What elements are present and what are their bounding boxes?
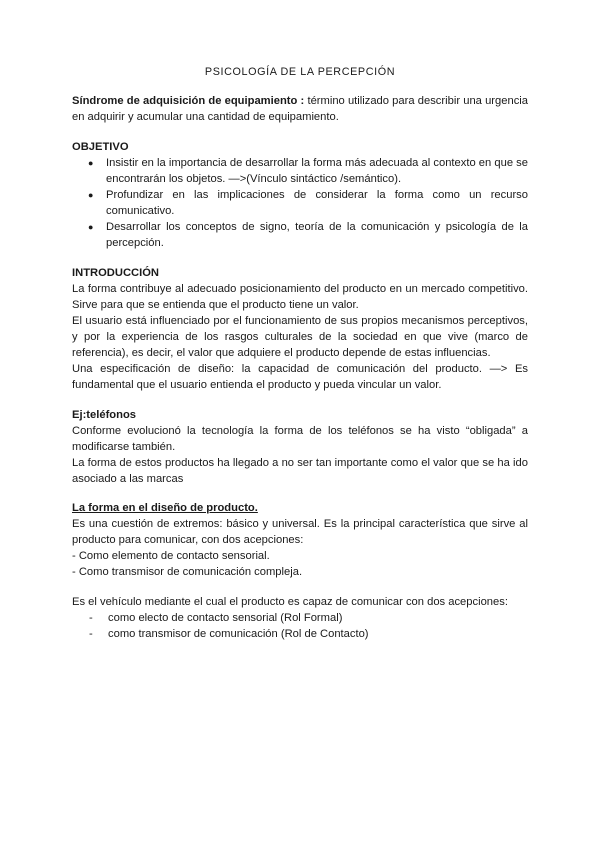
dash-marker: - [89,628,93,640]
introduccion-heading: INTRODUCCIÓN [72,267,160,279]
list-item-text: como electo de contacto sensorial (Rol Formal) [108,612,343,624]
objetivo-list [72,155,528,251]
page-title: PSICOLOGÍA DE LA PERCEPCIÓN [204,66,396,78]
definition-term: Síndrome de adquisición de equipamiento : [72,95,305,107]
list-item [72,187,528,219]
introduccion-paragraph: Una especificación de diseño: la capacidad de comunicación del producto. —> Es fundamental que el usuario entienda el producto y pueda vincular un valor. [72,363,528,391]
list-item-text: como transmisor de comunicación (Rol de Contacto) [108,628,369,640]
bullet-icon: ● [88,190,94,200]
introduccion-paragraph: La forma contribuye al adecuado posicionamiento del producto en un mercado competitivo. Sirve para que se entienda que el producto tiene un valor. [72,283,528,311]
dash-marker: - [89,612,93,624]
introduccion-paragraph: El usuario está influenciado por el funcionamiento de sus propios mecanismos perceptivos, y por la experiencia de los rasgos culturales de la sociedad en que vive (marco de referencia), es decir, el valor que adquiere el producto depende de estas influencias. [72,315,528,359]
list-item-text: Insistir en la importancia de desarrollar la forma más adecuada al contexto en que se encontrarán los objetos. —>(Vínculo sintáctico /semántico). [106,157,528,185]
vehiculo-list [72,610,528,642]
bullet-icon: ● [88,222,94,232]
forma-diseno-intro: Es una cuestión de extremos: básico y universal. Es la principal característica que sirve al producto para comunicar, con dos acepciones: [72,518,528,546]
bullet-icon: ● [88,158,94,168]
telefonos-heading: Ej:teléfonos [72,409,137,421]
forma-diseno-line: - Como transmisor de comunicación compleja. [72,566,303,578]
list-item-text: Profundizar en las implicaciones de considerar la forma como un recurso comunicativo. [106,189,528,217]
list-item-text: Desarrollar los conceptos de signo, teoría de la comunicación y psicología de la percepción. [106,221,528,249]
forma-diseno-line: - Como elemento de contacto sensorial. [72,550,270,562]
objetivo-heading: OBJETIVO [72,141,129,153]
list-item [72,155,528,187]
telefonos-paragraph: Conforme evolucionó la tecnología la forma de los teléfonos se ha visto “obligada” a modificarse también. [72,425,528,453]
list-item [72,610,528,626]
list-item [72,219,528,251]
vehiculo-paragraph: Es el vehículo mediante el cual el producto es capaz de comunicar con dos acepciones: [72,596,508,608]
definition-text: término utilizado para describir una urgencia en adquirir y acumular una cantidad de equipamiento. [72,95,528,123]
definition-paragraph [72,93,528,125]
document-page [72,64,528,642]
forma-diseno-heading: La forma en el diseño de producto. [72,502,258,514]
list-item [72,626,528,642]
telefonos-paragraph: La forma de estos productos ha llegado a no ser tan importante como el valor que se ha ido asociado a las marcas [72,457,528,485]
